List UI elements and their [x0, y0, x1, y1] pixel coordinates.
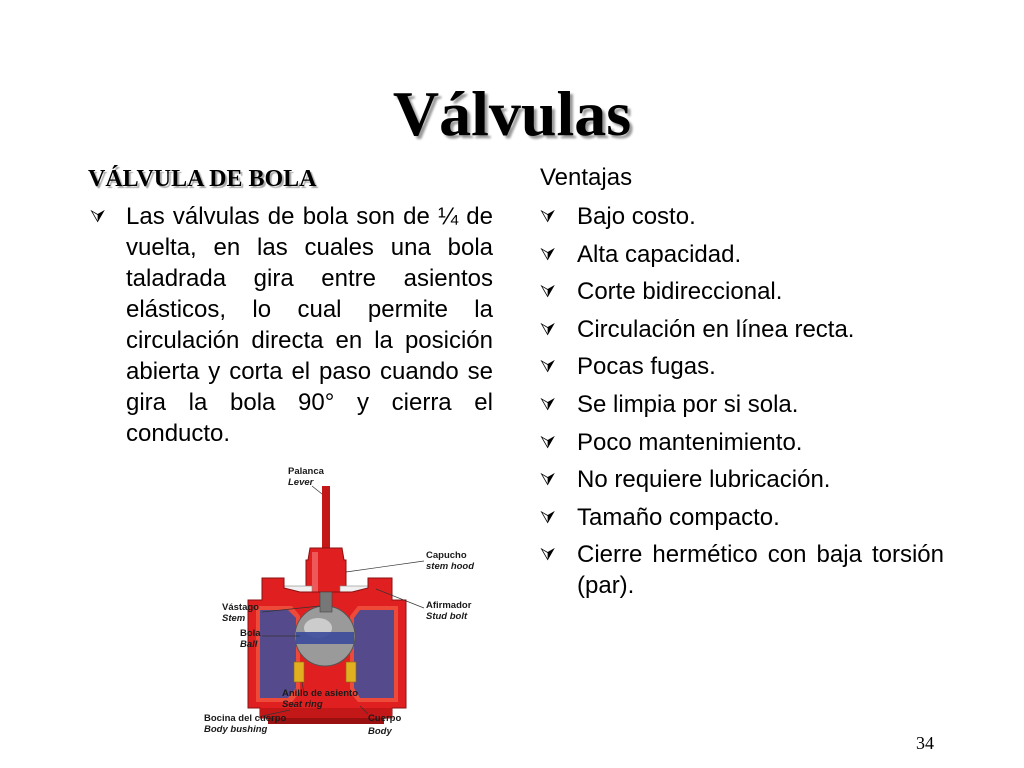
label-capucho: Capucho	[426, 550, 467, 561]
advantage-text: Cierre hermético con baja torsión (par).	[577, 541, 944, 600]
advantage-item	[540, 239, 944, 270]
label-stem: Stem	[222, 613, 246, 624]
label-body: Body	[368, 726, 392, 737]
arrow-bullet-icon: ⮛	[540, 318, 556, 340]
arrow-bullet-icon: ⮛	[540, 356, 556, 378]
advantage-text: Alta capacidad.	[577, 240, 742, 268]
advantages-heading: Ventajas	[540, 164, 633, 191]
arrow-bullet-icon: ⮛	[90, 206, 106, 227]
label-afirmador: Afirmador	[426, 600, 472, 611]
advantage-item	[540, 201, 944, 232]
advantage-item	[540, 389, 944, 420]
page-number: 34	[916, 733, 934, 753]
label-seat-ring: Seat ring	[282, 699, 323, 710]
arrow-bullet-icon: ⮛	[540, 281, 556, 303]
advantage-item	[540, 539, 944, 601]
slide-title: Válvulas	[392, 78, 632, 149]
label-anillo-de-asiento: Anillo de asiento	[282, 688, 359, 699]
label-body-bushing: Body bushing	[204, 724, 268, 735]
arrow-bullet-icon: ⮛	[540, 431, 556, 453]
advantages-list	[540, 201, 944, 608]
advantage-text: Tamaño compacto.	[577, 503, 780, 531]
advantage-text: Poco mantenimiento.	[577, 428, 803, 456]
advantage-text: Circulación en línea recta.	[577, 315, 855, 343]
arrow-bullet-icon: ⮛	[540, 243, 556, 265]
ball-valve-description: Las válvulas de bola son de ¼ de vuelta, en las cuales una bola taladrada gira entre asientos elásticos, lo cual permite la circulación directa en la posición abierta y corta el paso cuando se gira la bola 90° y cierra el conducto.	[126, 203, 493, 447]
advantage-item	[540, 276, 944, 307]
ball-valve-cutaway-diagram	[200, 460, 490, 740]
arrow-bullet-icon: ⮛	[540, 393, 556, 415]
advantage-item	[540, 464, 944, 495]
label-vastago: Vástago	[222, 602, 259, 613]
arrow-bullet-icon: ⮛	[540, 469, 556, 491]
arrow-bullet-icon: ⮛	[540, 206, 556, 227]
advantage-item	[540, 314, 944, 345]
label-ball: Ball	[240, 639, 258, 650]
label-bocina-del-cuerpo: Bocina del cuerpo	[204, 713, 287, 724]
arrow-bullet-icon: ⮛	[540, 544, 556, 566]
label-lever: Lever	[288, 477, 314, 488]
advantage-text: Corte bidireccional.	[577, 278, 783, 306]
label-bola: Bola	[240, 628, 261, 639]
label-stem-hood: stem hood	[426, 561, 475, 572]
label-stud-bolt: Stud bolt	[426, 611, 468, 622]
seat-ring-shape	[294, 662, 304, 682]
label-palanca: Palanca	[288, 466, 324, 477]
lever-rod	[322, 486, 330, 548]
advantage-text: No requiere lubricación.	[577, 466, 831, 494]
advantage-text: Bajo costo.	[577, 203, 696, 230]
label-cuerpo: Cuerpo	[368, 713, 402, 724]
advantage-item	[540, 502, 944, 533]
advantage-item	[540, 427, 944, 458]
arrow-bullet-icon: ⮛	[540, 506, 556, 528]
advantage-text: Pocas fugas.	[577, 353, 716, 381]
advantage-item	[540, 351, 944, 382]
advantage-text: Se limpia por si sola.	[577, 390, 799, 418]
ball-valve-heading: VÁLVULA DE BOLA	[88, 166, 317, 192]
